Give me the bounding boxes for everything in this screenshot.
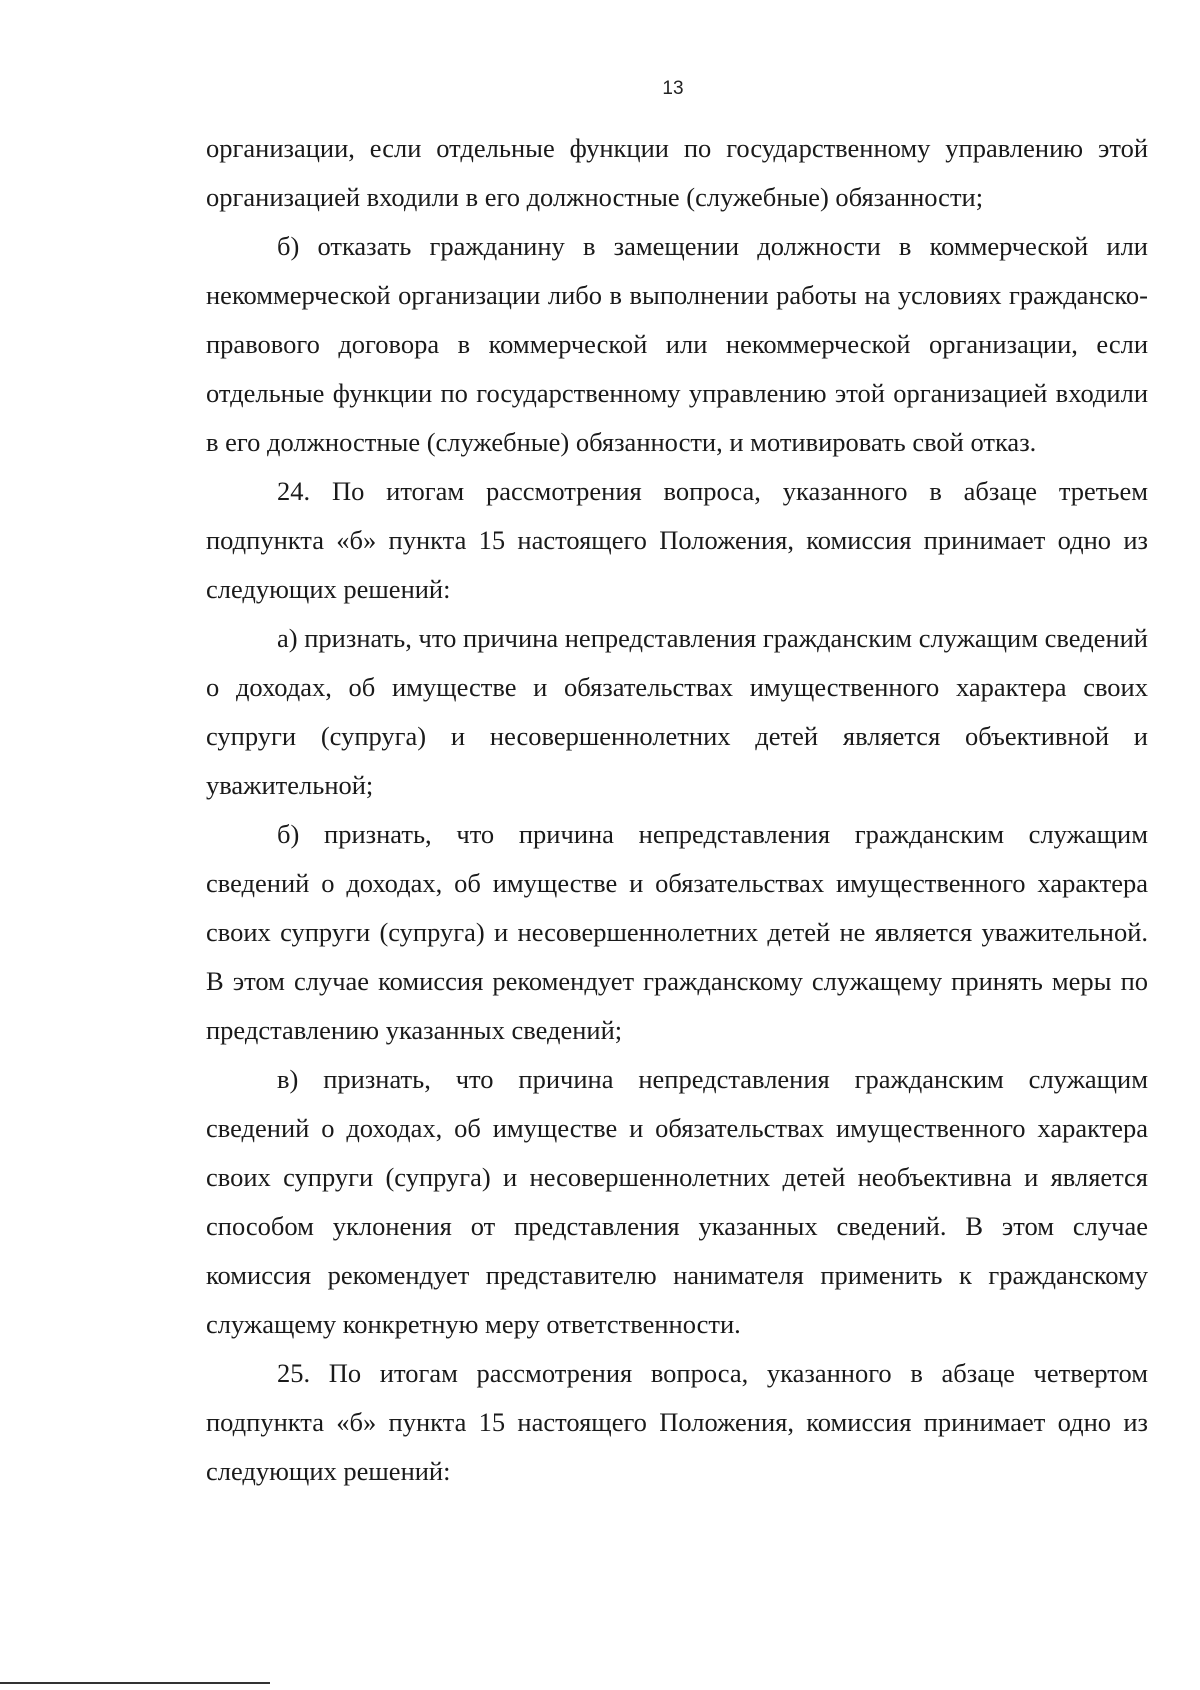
paragraph-25: 25. По итогам рассмотрения вопроса, указанного в абзаце четвертом подпункта «б» пункта 15 настоящего Положения, комиссия принимает одно из следующих решений: [206, 1358, 1148, 1486]
document-body [206, 124, 1148, 1496]
page-number: 13 [662, 78, 684, 99]
paragraph-continuation: организации, если отдельные функции по государственному управлению этой организацией входили в его должностные (служебные) обязанности; [206, 133, 1148, 212]
footnote-divider [0, 1682, 270, 1684]
paragraph-24: 24. По итогам рассмотрения вопроса, указанного в абзаце третьем подпункта «б» пункта 15 настоящего Положения, комиссия принимает одно из следующих решений: [206, 476, 1148, 604]
paragraph-24-item-b: б) признать, что причина непредставления гражданским служащим сведений о доходах, об имуществе и обязательствах имущественного характера своих супруги (супруга) и несовершеннолетних детей не является уважительной. В этом случае комиссия рекомендует гражданскому служащему принять меры по представлению указанных сведений; [206, 819, 1148, 1045]
paragraph-24-item-a: а) признать, что причина непредставления гражданским служащим сведений о доходах, об имуществе и обязательствах имущественного характера своих супруги (супруга) и несовершеннолетних детей является объективной и уважительной; [206, 623, 1148, 800]
paragraph-24-item-v: в) признать, что причина непредставления гражданским служащим сведений о доходах, об имуществе и обязательствах имущественного характера своих супруги (супруга) и несовершеннолетних детей необъективна и является способом уклонения от представления указанных сведений. В этом случае комиссия рекомендует представителю нанимателя применить к гражданскому служащему конкретную меру ответственности. [206, 1064, 1148, 1339]
paragraph-item-b-refuse: б) отказать гражданину в замещении должности в коммерческой или некоммерческой организации либо в выполнении работы на условиях гражданско-правового договора в коммерческой или некоммерческой организации, если отдельные функции по государственному управлению этой организацией входили в его должностные (служебные) обязанности, и мотивировать свой отказ. [206, 231, 1148, 457]
